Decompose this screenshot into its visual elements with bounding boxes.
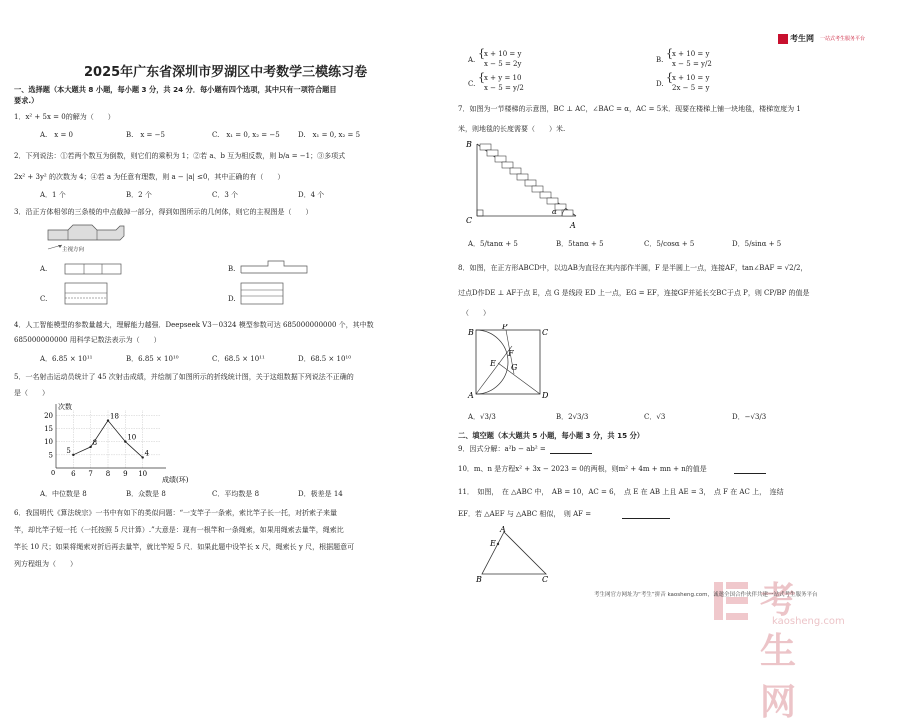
q11-label-e: E (490, 539, 496, 548)
q3-option-a-figure (64, 262, 124, 276)
q2-line1: 2．下列说法：①若两个数互为倒数，则它们的乘积为 1；②若 a、b 互为相反数，则 b/a = −1；③多项式 (14, 152, 346, 160)
q6-option-d-eq2: 2x − 5 = y (672, 84, 710, 92)
exam-title: 2025年广东省深圳市罗湖区中考数学三模练习卷 (84, 65, 368, 80)
chart-data-label: 4 (144, 449, 150, 458)
q4-option-b[interactable]: B．6.85 × 10¹⁰ (126, 355, 179, 363)
q6-option-d-brace: { (666, 71, 673, 84)
chart-y-tick-label: 10 (44, 438, 53, 447)
logo-icon (778, 34, 788, 44)
section1-heading: 一、选择题（本大题共 8 小题，每小题 3 分，共 24 分．每小题有四个选项，其中只有一项符合题目 (14, 85, 337, 94)
q6-option-b-brace: { (666, 47, 673, 60)
chart-x-tick-label: 7 (88, 470, 93, 478)
q6-line4: 列方程组为（ ） (14, 560, 77, 568)
q1-stem: 1．x² + 5x = 0的解为（ ） (14, 113, 115, 121)
q1-option-b[interactable]: B. x = −5 (126, 131, 165, 139)
q8-label-f: F (508, 349, 514, 358)
q2-option-a[interactable]: A．1 个 (40, 191, 66, 199)
q7-label-b: B (466, 140, 472, 149)
q7-label-alpha: α (552, 208, 557, 216)
q2-option-d[interactable]: D．4 个 (298, 191, 325, 199)
q6-option-c-eq1: x + y = 10 (484, 74, 522, 82)
q8-label-a: A (468, 391, 474, 400)
q4-line2: 685000000000 用科学记数法表示为（ ） (14, 336, 161, 344)
q5-option-d[interactable]: D．极差是 14 (298, 490, 343, 498)
q8-option-b[interactable]: B．2√3/3 (556, 413, 589, 421)
chart-y-axis-label: 次数 (58, 403, 72, 411)
q8-option-c[interactable]: C．√3 (644, 413, 666, 421)
chart-data-point (107, 419, 109, 421)
q6-option-c-eq2: x − 5 = y/2 (484, 84, 524, 92)
q3-solid-figure (40, 222, 130, 258)
q3-option-a[interactable]: A. (40, 265, 48, 273)
q5-option-c[interactable]: C．平均数是 8 (212, 490, 260, 498)
q9-answer-blank[interactable] (550, 453, 592, 454)
q7-option-a[interactable]: A．5/tanα + 5 (468, 240, 518, 248)
watermark-logo-icon (712, 578, 752, 624)
q8-label-b: B (468, 328, 474, 337)
q6-option-c-brace: { (478, 71, 485, 84)
q4-line1: 4．人工智能模型的参数量越大，理解能力越强．Deepseek V3－0324 模型参数可达 685000000000 个，其中数 (14, 321, 374, 329)
q5-option-a[interactable]: A．中位数是 8 (40, 490, 87, 498)
q3-option-b[interactable]: B. (228, 265, 236, 273)
q1-option-c[interactable]: C. x₁ = 0, x₂ = −5 (212, 131, 280, 139)
chart-x-tick-label: 9 (123, 470, 128, 478)
q3-stem: 3．沿正方体相邻的三条棱的中点截掉一部分，得到如图所示的几何体，则它的主视图是（ ） (14, 208, 313, 216)
chart-data-label: 5 (66, 446, 71, 455)
chart-y-tick-label: 15 (44, 424, 53, 433)
q1-option-a[interactable]: A. x = 0 (40, 131, 73, 139)
q4-option-a[interactable]: A．6.85 × 10¹¹ (40, 355, 93, 363)
chart-y-tick-label: 5 (48, 451, 53, 460)
q2-option-c[interactable]: C．3 个 (212, 191, 239, 199)
chart-y-tick-label: 20 (44, 411, 53, 420)
q8-label-e: E (490, 359, 496, 368)
q10-stem: 10．m、n 是方程x² + 3x − 2023 = 0的两根，则m² + 4m + mn + n的值是 (458, 465, 707, 473)
q6-option-d-eq1: x + 10 = y (672, 74, 710, 82)
chart-data-point (124, 440, 126, 442)
q11-label-a: A (500, 526, 506, 534)
chart-x-axis-label: 成绩(环) (162, 476, 189, 484)
chart-x-tick-label: 8 (105, 470, 111, 478)
q6-option-b[interactable]: B. (656, 56, 664, 64)
watermark-brand: 考生网 (760, 580, 799, 723)
chart-data-label: 10 (127, 433, 137, 442)
q7-line1: 7．如图为一节楼梯的示意图，BC ⊥ AC，∠BAC = α，AC = 5米．现要在楼梯上铺一块地毯，楼梯宽度为 1 (458, 105, 801, 113)
q4-option-d[interactable]: D．68.5 × 10¹⁰ (298, 355, 352, 363)
q1-option-d[interactable]: D. x₁ = 0, x₂ = 5 (298, 131, 361, 139)
chart-x-tick-label: 6 (71, 470, 76, 478)
q11-line2: EF．若 △AEF 与 △ABC 相似， 则 AF = (458, 510, 592, 518)
q3-view-direction-label: 主视方向 (62, 247, 85, 253)
footer-note[interactable]: 考生网官方网址为“考生”拼音 kaosheng.com，诚邀全国合作伙伴共建一站式考生服务平台 (594, 592, 818, 598)
q7-label-a: A (570, 221, 576, 230)
chart-data-label: 8 (92, 438, 98, 447)
q11-answer-blank[interactable] (622, 518, 670, 519)
q8-line1: 8．如图，在正方形ABCD中，以边AB为直径在其内部作半圆，F 是半圆上一点，连接AF，tan∠BAF = √2/2， (458, 264, 808, 272)
chart-x-tick-label: 10 (138, 470, 148, 478)
chart-data-point (72, 454, 74, 456)
logo-name: 考生网 (790, 34, 814, 43)
chart-data-point (89, 446, 91, 448)
q4-option-c[interactable]: C．68.5 × 10¹¹ (212, 355, 265, 363)
q11-label-c: C (542, 575, 549, 584)
q8-label-d: D (542, 391, 549, 400)
q7-line2: 米，则地毯的长度需要（ ）米. (458, 125, 566, 133)
q9-stem: 9．因式分解：a²b − ab² = (458, 445, 546, 453)
q7-option-b[interactable]: B．5tanα + 5 (556, 240, 604, 248)
q8-line3: （ ） (462, 309, 490, 317)
q5-line2: 是（ ） (14, 389, 49, 397)
brand-logo[interactable] (778, 34, 878, 46)
logo-slogan: 一站式考生服务平台 (820, 36, 866, 42)
q3-option-d-figure (240, 282, 286, 306)
q6-option-d[interactable]: D. (656, 80, 664, 88)
q11-line1: 11． 如图， 在 △ABC 中， AB = 10，AC = 6， 点 E 在 AB 上且 AE = 3， 点 F 在 AC 上， 连结 (458, 488, 784, 496)
chart-data-point (141, 456, 143, 458)
q7-option-c[interactable]: C．5/cosα + 5 (644, 240, 695, 248)
q6-option-b-eq1: x + 10 = y (672, 50, 710, 58)
q7-stair-figure (462, 138, 592, 230)
q7-option-d[interactable]: D．5/sinα + 5 (732, 240, 782, 248)
q2-option-b[interactable]: B．2 个 (126, 191, 152, 199)
watermark-domain: kaosheng.com (772, 616, 845, 627)
chart-data-label: 18 (110, 412, 119, 421)
q6-option-a-eq2: x − 5 = 2y (484, 60, 522, 68)
q11-label-b: B (476, 575, 482, 584)
q8-line2: 过点D作DE ⊥ AF于点 E，点 G 是线段 ED 上一点，EG = EF，连接GF并延长交BC于点 P，则 CP/BP 的值是 (458, 289, 810, 297)
q5-line1: 5．一名射击运动员统计了 45 次射击成绩，并绘制了如图所示的折线统计图，关于这组数据下列说法不正确的 (14, 373, 354, 381)
chart-origin-label: 0 (51, 469, 56, 477)
q8-label-c: C (542, 328, 549, 337)
q6-line2: 竿，却比竿子短一托（一托按照 5 尺计算）.”大意是：现有一根竿和一条绳索，如果用绳索去量竿，绳索比 (14, 526, 344, 534)
q6-option-a-eq1: x + 10 = y (484, 50, 522, 58)
q3-option-c[interactable]: C. (40, 295, 48, 303)
q5-option-b[interactable]: B．众数是 8 (126, 490, 166, 498)
q3-option-d[interactable]: D. (228, 295, 236, 303)
q8-option-a[interactable]: A．√3/3 (468, 413, 496, 421)
q3-option-c-figure (64, 282, 110, 306)
q8-square-figure (462, 324, 552, 400)
q7-label-c: C (466, 216, 473, 225)
q11-triangle-figure (470, 526, 560, 584)
q6-option-c[interactable]: C. (468, 80, 476, 88)
q8-label-p: P (502, 324, 508, 331)
q3-option-b-figure (240, 258, 310, 276)
q6-line1: 6．我国明代《算法统宗》一书中有如下的类似问题：“一支竿子一条索，索比竿子长一托，对折索子来量 (14, 509, 338, 517)
q6-option-a-brace: { (478, 47, 485, 60)
q6-option-b-eq2: x − 5 = y/2 (672, 60, 712, 68)
q6-option-a[interactable]: A. (468, 56, 476, 64)
q10-answer-blank[interactable] (734, 473, 766, 474)
q8-option-d[interactable]: D．−√3/3 (732, 413, 767, 421)
section1-heading-cont: 要求.） (14, 96, 39, 105)
q2-line2: 2x² + 3y² 的次数为 4；④若 a 为任意有理数，则 a − |a| ≤0，其中正确的有（ ） (14, 173, 285, 181)
q8-label-g: G (511, 363, 518, 372)
q6-line3: 竿长 10 尺；如果将绳索对折后再去量竿，就比竿短 5 尺．如果此题中设竿长 x 尺，绳索长 y 尺，根据题意可 (14, 543, 355, 551)
q5-line-chart (40, 402, 190, 484)
section2-heading: 二、填空题（本大题共 5 小题，每小题 3 分，共 15 分） (458, 431, 644, 440)
